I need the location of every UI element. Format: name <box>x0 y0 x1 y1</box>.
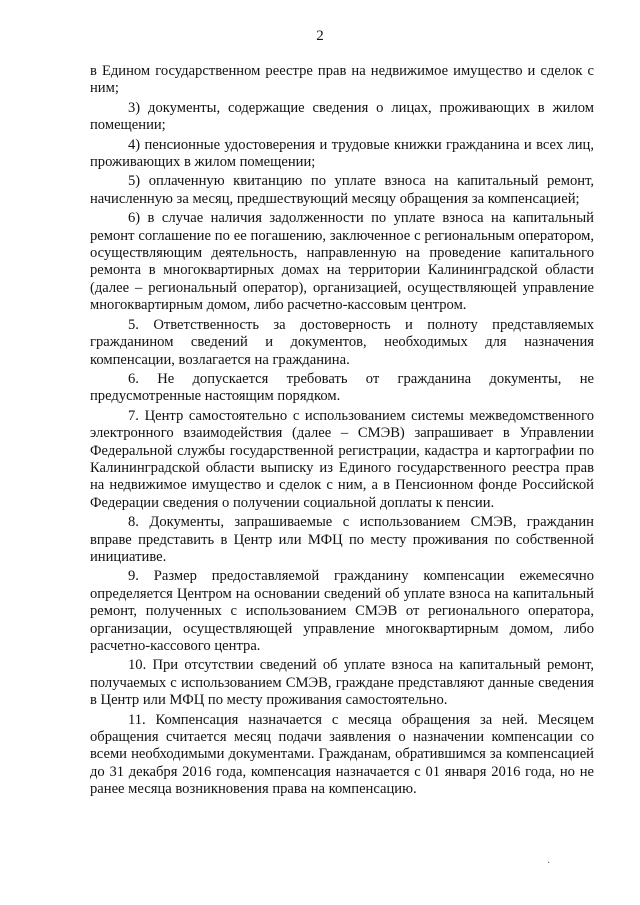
paragraph-item-4: 4) пенсионные удостоверения и трудовые книжки гражданина и всех лиц, проживающих в жилом помещении; <box>90 136 594 171</box>
paragraph-item-3: 3) документы, содержащие сведения о лицах, проживающих в жилом помещении; <box>90 99 594 134</box>
scan-mark: · <box>547 858 551 869</box>
page-number: 2 <box>316 28 324 44</box>
paragraph-item-5: 5) оплаченную квитанцию по уплате взноса на капитальный ремонт, начисленную за месяц, предшествующий месяцу обращения за компенсацией; <box>90 173 594 207</box>
paragraph-clause-9: 9. Размер предоставляемой гражданину компенсации ежемесячно определяется Центром на основании сведений об уплате взноса на капитальный ремонт, полученных с использованием СМЭВ от регионального оператора, организации, осуществляющей управление многоквартирным домом, либо расчетно-кассового центра. <box>90 568 594 654</box>
paragraph-clause-5: 5. Ответственность за достоверность и полноту представляемых гражданином сведений и документов, необходимых для назначения компенсации, возлагается на гражданина. <box>90 316 594 368</box>
paragraph-clause-6: 6. Не допускается требовать от гражданина документы, не предусмотренные настоящим порядком. <box>90 370 594 405</box>
paragraph-clause-8: 8. Документы, запрашиваемые с использованием СМЭВ, гражданин вправе представить в Центр или МФЦ по месту проживания по собственной инициативе. <box>90 514 594 565</box>
paragraph-clause-11: 11. Компенсация назначается с месяца обращения за ней. Месяцем обращения считается месяц подачи заявления о назначении компенсации со всеми необходимыми документами. Гражданам, обратившимся за компенсацией до 31 декабря 2016 года, компенсация назначается с 01 января 2016 года, но не ранее месяца возникновения права на компенсацию. <box>90 711 594 798</box>
document-body <box>90 63 594 801</box>
paragraph-item-6: 6) в случае наличия задолженности по уплате взноса на капитальный ремонт соглашение по ее погашению, заключенное с региональным оператором, осуществляющим деятельность, направленную на проведение капитального ремонта в многоквартирных домах на территории Калининградской области (далее – региональный оператор), организацией, осуществляющей управление многоквартирным домом, либо расчетно-кассовым центром. <box>90 210 594 314</box>
paragraph-clause-7: 7. Центр самостоятельно с использованием системы межведомственного электронного взаимодействия (далее – СМЭВ) запрашивает в Управлении Федеральной службы государственной регистрации, кадастра и картографии по Калининградской области выписку из Единого государственного реестра прав на недвижимое имущество и сделок с ним, а в Пенсионном фонде Российской Федерации сведения о получении социальной доплаты к пенсии. <box>90 407 594 511</box>
paragraph-clause-10: 10. При отсутствии сведений об уплате взноса на капитальный ремонт, получаемых с использованием СМЭВ, граждане представляют данные сведения в Центр или МФЦ по месту проживания самостоятельно. <box>90 657 594 709</box>
paragraph-continuation: в Едином государственном реестре прав на недвижимое имущество и сделок с ним; <box>90 63 594 97</box>
